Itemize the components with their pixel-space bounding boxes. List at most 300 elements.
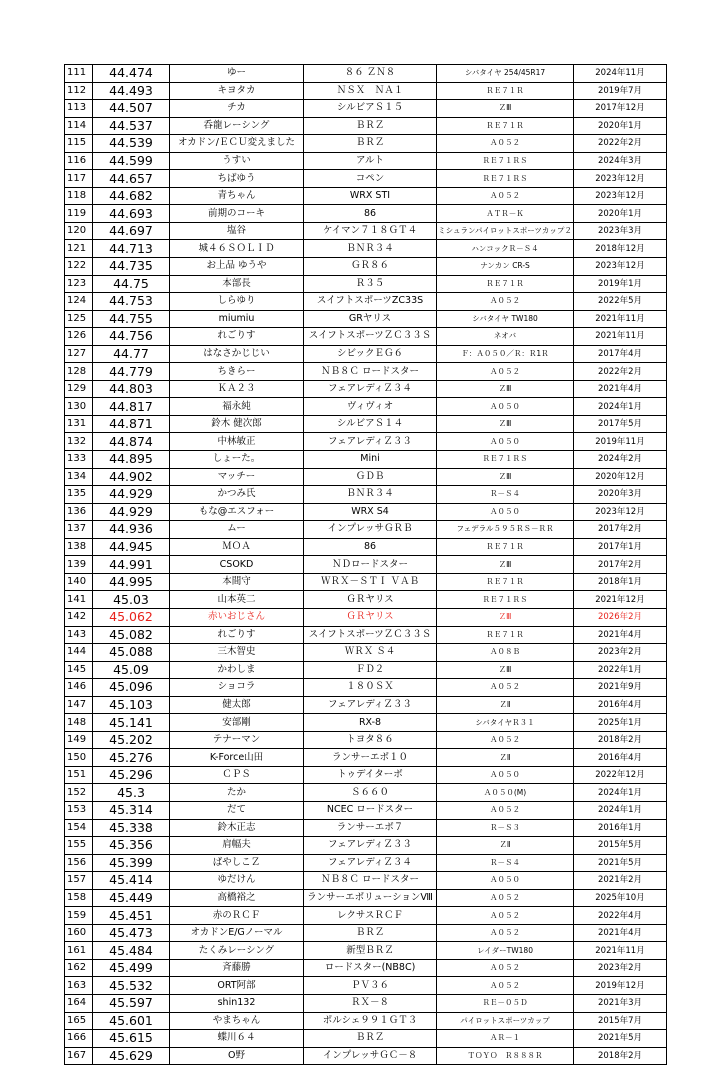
date-cell: 2024年11月 [574,65,667,83]
table-row [65,187,667,205]
car-model-cell: スイフトスポーツＺＣ３３Ｓ [304,328,437,346]
tire-cell: Ａ０５０(M) [437,784,574,802]
rank-cell: 116 [65,152,93,170]
table-row [65,766,667,784]
table-row [65,661,667,679]
date-cell: 2022年2月 [574,135,667,153]
rank-cell: 167 [65,1047,93,1065]
rank-cell: 157 [65,872,93,890]
tire-cell: ＲＥ７１ＲＳ [437,170,574,188]
rank-cell: 133 [65,451,93,469]
date-cell: 2023年12月 [574,503,667,521]
car-model-cell: ＢＲＺ [304,924,437,942]
table-row [65,275,667,293]
table-row [65,801,667,819]
date-cell: 2022年2月 [574,363,667,381]
car-model-cell: ＰＶ３６ [304,977,437,995]
driver-name-cell: 山本英二 [170,591,304,609]
lap-time-cell: 44.537 [93,117,170,135]
car-model-cell: 86 [304,205,437,223]
driver-name-cell: 中林敏正 [170,433,304,451]
car-model-cell: ＮＢ８Ｃ ロードスター [304,363,437,381]
ranking-rows [65,65,667,1065]
date-cell: 2021年12月 [574,591,667,609]
rank-cell: 149 [65,731,93,749]
rank-cell: 164 [65,994,93,1012]
tire-cell: Ａ０５２ [437,959,574,977]
car-model-cell: ＧＤＢ [304,468,437,486]
date-cell: 2020年1月 [574,117,667,135]
date-cell: 2021年5月 [574,1030,667,1048]
lap-time-cell: 44.713 [93,240,170,258]
table-row [65,258,667,276]
rank-cell: 165 [65,1012,93,1030]
lap-time-cell: 45.356 [93,837,170,855]
tire-cell: Ａ０５２ [437,889,574,907]
tire-cell: Ａ０５０ [437,872,574,890]
rank-cell: 161 [65,942,93,960]
date-cell: 2019年1月 [574,275,667,293]
rank-cell: 141 [65,591,93,609]
rank-cell: 152 [65,784,93,802]
rank-cell: 162 [65,959,93,977]
car-model-cell: ＮＤロードスター [304,556,437,574]
car-model-cell: ＢＮＲ３４ [304,240,437,258]
date-cell: 2016年4月 [574,749,667,767]
table-row [65,82,667,100]
tire-cell: Ａ０５０ [437,503,574,521]
date-cell: 2022年4月 [574,907,667,925]
tire-cell: ＲＥ７１Ｒ [437,538,574,556]
table-row [65,924,667,942]
driver-name-cell: ゆー [170,65,304,83]
table-row [65,714,667,732]
table-row [65,872,667,890]
tire-cell: Ａ０５０ [437,766,574,784]
rank-cell: 114 [65,117,93,135]
date-cell: 2023年3月 [574,222,667,240]
date-cell: 2021年9月 [574,679,667,697]
car-model-cell: シルビアＳ１４ [304,415,437,433]
car-model-cell: Ｒ３５ [304,275,437,293]
lap-time-cell: 44.871 [93,415,170,433]
table-row [65,749,667,767]
car-model-cell: ロードスター(NB8C) [304,959,437,977]
date-cell: 2020年3月 [574,486,667,504]
rank-cell: 111 [65,65,93,83]
lap-time-cell: 45.338 [93,819,170,837]
tire-cell: Ｒ－Ｓ４ [437,854,574,872]
date-cell: 2024年1月 [574,784,667,802]
driver-name-cell: もな@エスフォー [170,503,304,521]
tire-cell: Ａ０５２ [437,679,574,697]
car-model-cell: GRヤリス [304,310,437,328]
lap-time-cell: 45.532 [93,977,170,995]
rank-cell: 160 [65,924,93,942]
car-model-cell: フェアレディＺ３３ [304,696,437,714]
rank-cell: 130 [65,398,93,416]
rank-cell: 137 [65,521,93,539]
table-row [65,907,667,925]
driver-name-cell: はなさかじじい [170,345,304,363]
car-model-cell: ＧＲ８６ [304,258,437,276]
driver-name-cell: テナーマン [170,731,304,749]
date-cell: 2023年2月 [574,959,667,977]
date-cell: 2015年5月 [574,837,667,855]
driver-name-cell: キヨタカ [170,82,304,100]
tire-cell: シバタイヤ 254/45R17 [437,65,574,83]
rank-cell: 117 [65,170,93,188]
rank-cell: 118 [65,187,93,205]
table-row [65,398,667,416]
rank-cell: 146 [65,679,93,697]
driver-name-cell: 安部剛 [170,714,304,732]
table-row [65,293,667,311]
lap-time-cell: 44.902 [93,468,170,486]
lap-time-cell: 45.484 [93,942,170,960]
rank-cell: 140 [65,573,93,591]
table-row [65,310,667,328]
date-cell: 2021年11月 [574,310,667,328]
tire-cell: Ａ０５２ [437,293,574,311]
car-model-cell: Mini [304,451,437,469]
tire-cell: ＲＥ７１Ｒ [437,626,574,644]
table-row [65,205,667,223]
car-model-cell: 新型ＢＲＺ [304,942,437,960]
date-cell: 2017年12月 [574,100,667,118]
rank-cell: 136 [65,503,93,521]
driver-name-cell: れごりす [170,626,304,644]
car-model-cell: インプレッサＧＲＢ [304,521,437,539]
date-cell: 2024年3月 [574,152,667,170]
table-row [65,415,667,433]
lap-time-cell: 44.735 [93,258,170,276]
table-row [65,837,667,855]
driver-name-cell: ＭＯＡ [170,538,304,556]
driver-name-cell: マッチー [170,468,304,486]
tire-cell: Ａ０５２ [437,977,574,995]
date-cell: 2018年2月 [574,1047,667,1065]
car-model-cell: スイフトスポーツZC33S [304,293,437,311]
rank-cell: 145 [65,661,93,679]
rank-cell: 166 [65,1030,93,1048]
table-row [65,117,667,135]
tire-cell: Ａ０５２ [437,731,574,749]
tire-cell: ＲＥ７１Ｒ [437,275,574,293]
tire-cell: ＲＥ７１Ｒ [437,573,574,591]
lap-time-cell: 44.929 [93,503,170,521]
car-model-cell: コペン [304,170,437,188]
driver-name-cell: しょーた。 [170,451,304,469]
table-row [65,1030,667,1048]
tire-cell: Ａ０５２ [437,187,574,205]
tire-cell: Ｒ－Ｓ４ [437,486,574,504]
rank-cell: 129 [65,380,93,398]
driver-name-cell: ちばゆう [170,170,304,188]
lap-time-cell: 44.657 [93,170,170,188]
tire-cell: ＺⅢ [437,608,574,626]
tire-cell: ＲＥ７１Ｒ [437,117,574,135]
driver-name-cell: CSOKD [170,556,304,574]
car-model-cell: ＢＮＲ３４ [304,486,437,504]
lap-time-cell: 44.697 [93,222,170,240]
table-row [65,994,667,1012]
lap-time-cell: 44.755 [93,310,170,328]
tire-cell: Ｆ：Ａ０５０／Ｒ：Ｒ1Ｒ [437,345,574,363]
tire-cell: ＺⅡ [437,837,574,855]
rank-cell: 147 [65,696,93,714]
date-cell: 2015年7月 [574,1012,667,1030]
car-model-cell: シルビアＳ１５ [304,100,437,118]
date-cell: 2021年3月 [574,994,667,1012]
driver-name-cell: 斉藤勝 [170,959,304,977]
lap-time-cell: 45.449 [93,889,170,907]
table-row [65,328,667,346]
date-cell: 2021年2月 [574,872,667,890]
car-model-cell: １８０ＳＸ [304,679,437,697]
lap-time-cell: 44.507 [93,100,170,118]
car-model-cell: ランサーエボ７ [304,819,437,837]
car-model-cell: シビックＥＧ６ [304,345,437,363]
driver-name-cell: お上品 ゆうや [170,258,304,276]
driver-name-cell: 高橋裕之 [170,889,304,907]
car-model-cell: インプレッサＧＣ－８ [304,1047,437,1065]
driver-name-cell: 塩谷 [170,222,304,240]
car-model-cell: ヴィヴィオ [304,398,437,416]
lap-time-cell: 44.474 [93,65,170,83]
date-cell: 2023年12月 [574,170,667,188]
driver-name-cell: 肩幅夫 [170,837,304,855]
tire-cell: ミシュランパイロットスポーツカップ２ [437,222,574,240]
tire-cell: ナンカン CR-S [437,258,574,276]
tire-cell: ＲＥ７１Ｒ [437,82,574,100]
date-cell: 2021年11月 [574,328,667,346]
driver-name-cell: ばやしこＺ [170,854,304,872]
car-model-cell: ＮＢ８Ｃ ロードスター [304,872,437,890]
driver-name-cell: 呑龍レーシング [170,117,304,135]
date-cell: 2025年10月 [574,889,667,907]
rank-cell: 126 [65,328,93,346]
lap-time-cell: 45.615 [93,1030,170,1048]
car-model-cell: ＷＲＸ－ＳＴＩ ＶＡＢ [304,573,437,591]
date-cell: 2018年12月 [574,240,667,258]
rank-cell: 135 [65,486,93,504]
driver-name-cell: ＣＰＳ [170,766,304,784]
table-row [65,1047,667,1065]
driver-name-cell: K-Force山田 [170,749,304,767]
lap-time-cell: 45.141 [93,714,170,732]
car-model-cell: 86 [304,538,437,556]
driver-name-cell: オカドン/ＥＣＵ変えました [170,135,304,153]
tire-cell: ＡＲ－１ [437,1030,574,1048]
table-row [65,942,667,960]
lap-time-cell: 44.779 [93,363,170,381]
tire-cell: ＲＥ７１ＲＳ [437,152,574,170]
lap-time-cell: 44.817 [93,398,170,416]
rank-cell: 148 [65,714,93,732]
table-row [65,65,667,83]
tire-cell: Ａ０５２ [437,801,574,819]
tire-cell: ＲＥ７１ＲＳ [437,451,574,469]
tire-cell: シバタイヤ TW180 [437,310,574,328]
table-row [65,819,667,837]
driver-name-cell: 前期のコーキ [170,205,304,223]
lap-time-cell: 45.499 [93,959,170,977]
date-cell: 2024年1月 [574,398,667,416]
car-model-cell: ＦＤ２ [304,661,437,679]
rank-cell: 122 [65,258,93,276]
date-cell: 2022年1月 [574,661,667,679]
driver-name-cell: うすい [170,152,304,170]
tire-cell: Ｒ－Ｓ３ [437,819,574,837]
driver-name-cell: miumiu [170,310,304,328]
lap-time-cell: 45.03 [93,591,170,609]
table-row [65,854,667,872]
driver-name-cell: 三木智史 [170,644,304,662]
table-row [65,573,667,591]
tire-cell: ＺⅢ [437,468,574,486]
rank-cell: 113 [65,100,93,118]
car-model-cell: ＧＲヤリス [304,608,437,626]
lap-time-cell: 45.3 [93,784,170,802]
table-row [65,731,667,749]
table-row [65,135,667,153]
tire-cell: シバタイヤＲ３１ [437,714,574,732]
table-row [65,556,667,574]
lap-time-cell: 45.096 [93,679,170,697]
driver-name-cell: 本間守 [170,573,304,591]
date-cell: 2017年5月 [574,415,667,433]
driver-name-cell: 福永純 [170,398,304,416]
car-model-cell: ８６ ＺＮ８ [304,65,437,83]
driver-name-cell: 赤いおじさん [170,608,304,626]
date-cell: 2023年12月 [574,187,667,205]
date-cell: 2021年4月 [574,626,667,644]
table-row [65,538,667,556]
lap-time-cell: 44.874 [93,433,170,451]
lap-time-cell: 44.995 [93,573,170,591]
rank-cell: 112 [65,82,93,100]
car-model-cell: フェアレディＺ３３ [304,433,437,451]
date-cell: 2016年1月 [574,819,667,837]
tire-cell: Ａ０５０ [437,433,574,451]
lap-time-cell: 44.753 [93,293,170,311]
car-model-cell: ケイマン７１８ＧＴ４ [304,222,437,240]
lap-time-cell: 45.088 [93,644,170,662]
lap-time-cell: 44.693 [93,205,170,223]
driver-name-cell: ORT阿部 [170,977,304,995]
tire-cell: ＺⅡ [437,749,574,767]
date-cell: 2021年4月 [574,924,667,942]
driver-name-cell: かわしま [170,661,304,679]
car-model-cell: トヨタ８６ [304,731,437,749]
ranking-table [64,64,667,1065]
date-cell: 2024年2月 [574,451,667,469]
driver-name-cell: れごりす [170,328,304,346]
lap-time-cell: 44.991 [93,556,170,574]
rank-cell: 115 [65,135,93,153]
tire-cell: レイダーTW180 [437,942,574,960]
car-model-cell: アルト [304,152,437,170]
table-row [65,679,667,697]
table-row [65,240,667,258]
table-row [65,486,667,504]
date-cell: 2019年7月 [574,82,667,100]
rank-cell: 132 [65,433,93,451]
table-row [65,468,667,486]
tire-cell: Ａ０５２ [437,924,574,942]
rank-cell: 131 [65,415,93,433]
driver-name-cell: ムー [170,521,304,539]
date-cell: 2021年4月 [574,380,667,398]
lap-time-cell: 45.103 [93,696,170,714]
table-row [65,503,667,521]
rank-cell: 125 [65,310,93,328]
date-cell: 2026年2月 [574,608,667,626]
driver-name-cell: かつみ氏 [170,486,304,504]
rank-cell: 163 [65,977,93,995]
table-row [65,608,667,626]
car-model-cell: フェアレディＺ３３ [304,837,437,855]
rank-cell: 134 [65,468,93,486]
rank-cell: 154 [65,819,93,837]
driver-name-cell: チカ [170,100,304,118]
rank-cell: 151 [65,766,93,784]
driver-name-cell: 本部長 [170,275,304,293]
table-row [65,451,667,469]
table-row [65,591,667,609]
table-row [65,222,667,240]
car-model-cell: ＢＲＺ [304,117,437,135]
car-model-cell: ＷＲＸ Ｓ４ [304,644,437,662]
table-row [65,152,667,170]
rank-cell: 119 [65,205,93,223]
lap-time-cell: 44.929 [93,486,170,504]
driver-name-cell: しらゆり [170,293,304,311]
table-row [65,959,667,977]
tire-cell: ＺⅢ [437,100,574,118]
date-cell: 2018年1月 [574,573,667,591]
driver-name-cell: 鈴木 健次郎 [170,415,304,433]
lap-time-cell: 44.539 [93,135,170,153]
car-model-cell: WRX STI [304,187,437,205]
tire-cell: ＲＥ７１ＲＳ [437,591,574,609]
driver-name-cell: たくみレーシング [170,942,304,960]
tire-cell: Ａ０５２ [437,135,574,153]
car-model-cell: ランサーエボ１０ [304,749,437,767]
rank-cell: 155 [65,837,93,855]
lap-time-cell: 44.803 [93,380,170,398]
tire-cell: ＺⅢ [437,556,574,574]
date-cell: 2024年1月 [574,801,667,819]
lap-time-cell: 44.945 [93,538,170,556]
car-model-cell: フェアレディＺ３４ [304,380,437,398]
table-row [65,889,667,907]
lap-time-cell: 44.599 [93,152,170,170]
table-row [65,977,667,995]
car-model-cell: ＲＸ－８ [304,994,437,1012]
table-row [65,784,667,802]
rank-cell: 159 [65,907,93,925]
lap-time-cell: 44.77 [93,345,170,363]
table-row [65,626,667,644]
lap-time-cell: 44.493 [93,82,170,100]
table-row [65,696,667,714]
car-model-cell: Ｓ６６０ [304,784,437,802]
lap-time-cell: 45.414 [93,872,170,890]
table-row [65,380,667,398]
driver-name-cell: 健太郎 [170,696,304,714]
